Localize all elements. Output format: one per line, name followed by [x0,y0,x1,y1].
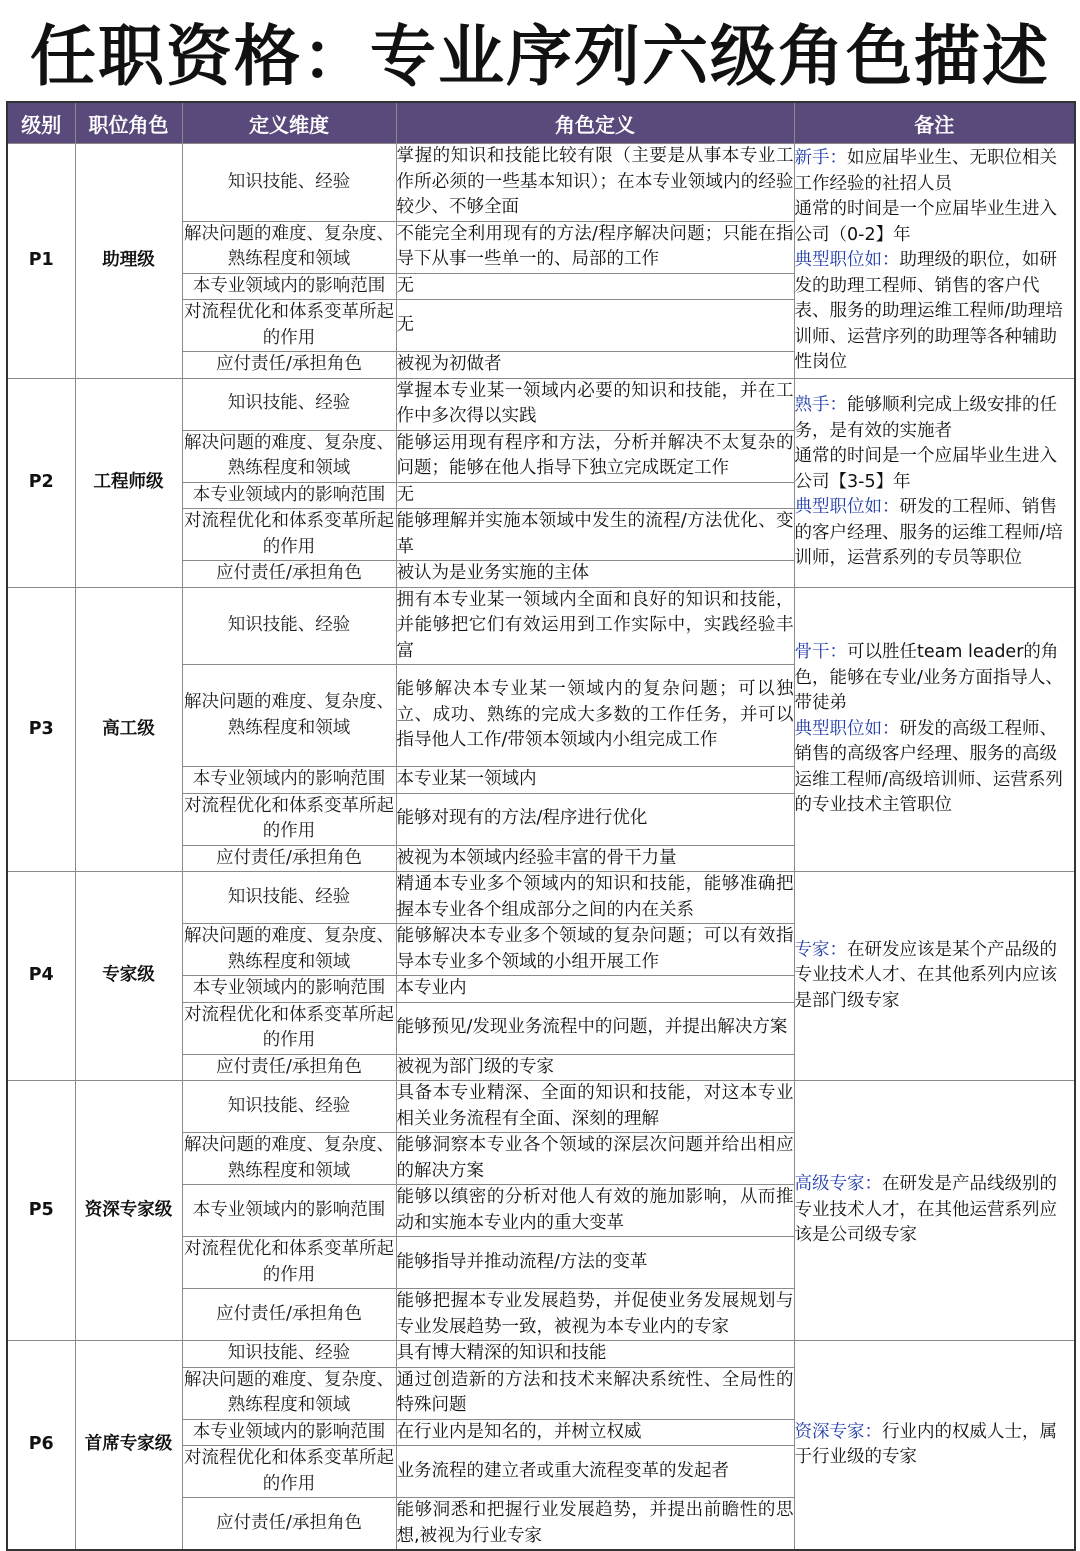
dimension-cell: 解决问题的难度、复杂度、熟练程度和领域 [182,924,396,976]
note-text: 在研发是产品线级别的专业技术人才，在其他运营系列应该是公司级专家 [794,1174,1057,1246]
dimension-cell: 本专业领域内的影响范围 [182,976,396,1003]
note-label: 典型职位如： [794,497,900,518]
dimension-cell: 知识技能、经验 [182,872,396,924]
definition-cell: 掌握本专业某一领域内必要的知识和技能，并在工作中多次得以实践 [396,378,794,430]
definition-cell: 精通本专业多个领域内的知识和技能，能够准确把握本专业各个组成部分之间的内在关系 [396,872,794,924]
level-cell: P1 [7,144,75,379]
definition-cell: 能够把握本专业发展趋势，并促使业务发展规划与专业发展趋势一致，被视为本专业内的专家 [396,1289,794,1341]
note-text: 通常的时间是一个应届毕业生进入公司（0-2】年 [794,199,1057,245]
note-cell [794,1341,1075,1551]
note-text: 行业内的权威人士，属于行业级的专家 [794,1421,1057,1467]
table-row [7,1081,1075,1133]
dimension-cell: 本专业领域内的影响范围 [182,1419,396,1446]
definition-cell: 在行业内是知名的，并树立权威 [396,1419,794,1446]
role-cell: 首席专家级 [75,1341,182,1551]
definition-cell: 能够洞察本专业各个领域的深层次问题并给出相应的解决方案 [396,1133,794,1185]
note-text: 通常的时间是一个应届毕业生进入公司【3-5】年 [794,446,1057,492]
definition-cell: 具有博大精深的知识和技能 [396,1341,794,1368]
dimension-cell: 应付责任/承担角色 [182,1289,396,1341]
role-table [6,101,1076,1551]
note-paragraph [795,938,1075,1015]
role-cell: 高工级 [75,587,182,872]
dimension-cell: 应付责任/承担角色 [182,352,396,379]
definition-cell: 无 [396,273,794,300]
dimension-cell: 对流程优化和体系变革所起的作用 [182,793,396,845]
note-paragraph [795,444,1075,495]
dimension-cell: 对流程优化和体系变革所起的作用 [182,1002,396,1054]
header-definition: 角色定义 [396,102,794,144]
note-paragraph [795,393,1075,444]
level-cell: P5 [7,1081,75,1341]
note-label: 典型职位如： [794,250,900,270]
note-label: 新手： [794,148,847,168]
definition-cell: 被认为是业务实施的主体 [396,561,794,588]
note-cell [794,872,1075,1081]
role-cell: 资深专家级 [75,1081,182,1341]
dimension-cell: 应付责任/承担角色 [182,845,396,872]
level-cell: P3 [7,587,75,872]
dimension-cell: 解决问题的难度、复杂度、熟练程度和领域 [182,221,396,273]
dimension-cell: 对流程优化和体系变革所起的作用 [182,509,396,561]
definition-cell: 被视为部门级的专家 [396,1054,794,1081]
dimension-cell: 应付责任/承担角色 [182,1498,396,1551]
note-label: 资深专家： [794,1421,882,1442]
definition-cell: 不能完全利用现有的方法/程序解决问题；只能在指导下从事一些单一的、局部的工作 [396,221,794,273]
role-cell: 工程师级 [75,378,182,587]
dimension-cell: 解决问题的难度、复杂度、熟练程度和领域 [182,1133,396,1185]
note-paragraph [795,640,1075,717]
note-text: 可以胜任team leader的角色，能够在专业/业务方面指导人、带徒弟 [794,642,1063,713]
note-paragraph [795,495,1075,572]
note-cell [794,378,1075,587]
definition-cell: 能够解决本专业某一领域内的复杂问题；可以独立、成功、熟练的完成大多数的工作任务，并可以指导他人工作/带领本领域内小组完成工作 [396,665,794,767]
definition-cell: 具备本专业精深、全面的知识和技能，对这本专业相关业务流程有全面、深刻的理解 [396,1081,794,1133]
definition-cell: 掌握的知识和技能比较有限（主要是从事本专业工作所必须的一些基本知识）；在本专业领域内的经验较少、不够全面 [396,144,794,222]
definition-cell: 拥有本专业某一领域内全面和良好的知识和技能，并能够把它们有效运用到工作实际中，实践经验丰富 [396,587,794,665]
note-label: 典型职位如： [794,718,900,739]
table-row [7,872,1075,924]
definition-cell: 能够运用现有程序和方法，分析并解决不太复杂的问题；能够在他人指导下独立完成既定工作 [396,430,794,482]
role-cell: 专家级 [75,872,182,1081]
note-cell [794,1081,1075,1341]
header-level: 级别 [7,102,75,144]
level-cell: P6 [7,1341,75,1551]
table-header-row [7,102,1075,144]
level-cell: P4 [7,872,75,1081]
note-label: 骨干： [794,642,847,662]
definition-cell: 无 [396,482,794,509]
dimension-cell: 解决问题的难度、复杂度、熟练程度和领域 [182,1367,396,1419]
definition-cell: 被视为初做者 [396,352,794,379]
note-label: 熟手： [794,395,847,416]
note-cell [794,144,1075,379]
header-note: 备注 [794,102,1075,144]
dimension-cell: 知识技能、经验 [182,587,396,665]
note-label: 高级专家： [794,1174,882,1195]
note-label: 专家： [794,939,847,960]
dimension-cell: 应付责任/承担角色 [182,561,396,588]
note-paragraph [795,146,1075,197]
dimension-cell: 对流程优化和体系变革所起的作用 [182,1237,396,1289]
note-text: 如应届毕业生、无职位相关工作经验的社招人员 [794,148,1057,194]
definition-cell: 能够对现有的方法/程序进行优化 [396,793,794,845]
definition-cell: 无 [396,300,794,352]
definition-cell: 通过创造新的方法和技术来解决系统性、全局性的特殊问题 [396,1367,794,1419]
table-row [7,144,1075,222]
dimension-cell: 知识技能、经验 [182,144,396,222]
dimension-cell: 对流程优化和体系变革所起的作用 [182,300,396,352]
definition-cell: 业务流程的建立者或重大流程变革的发起者 [396,1446,794,1498]
note-paragraph [795,197,1075,248]
note-text: 助理级的职位，如研发的助理工程师、销售的客户代表、服务的助理运维工程师/助理培训师、运营序列的助理等各种辅助性岗位 [794,250,1063,372]
note-paragraph [795,717,1075,819]
header-dimension: 定义维度 [182,102,396,144]
note-cell [794,587,1075,872]
dimension-cell: 应付责任/承担角色 [182,1054,396,1081]
dimension-cell: 知识技能、经验 [182,1081,396,1133]
header-role: 职位角色 [75,102,182,144]
level-cell: P2 [7,378,75,587]
definition-cell: 能够预见/发现业务流程中的问题，并提出解决方案 [396,1002,794,1054]
note-paragraph [795,1420,1075,1471]
definition-cell: 能够洞悉和把握行业发展趋势，并提出前瞻性的思想,被视为行业专家 [396,1498,794,1551]
definition-cell: 能够指导并推动流程/方法的变革 [396,1237,794,1289]
dimension-cell: 本专业领域内的影响范围 [182,767,396,794]
definition-cell: 被视为本领域内经验丰富的骨干力量 [396,845,794,872]
dimension-cell: 对流程优化和体系变革所起的作用 [182,1446,396,1498]
table-row [7,587,1075,665]
definition-cell: 本专业某一领域内 [396,767,794,794]
table-row [7,378,1075,430]
definition-cell: 能够解决本专业多个领域的复杂问题；可以有效指导本专业多个领域的小组开展工作 [396,924,794,976]
definition-cell: 能够理解并实施本领域中发生的流程/方法优化、变革 [396,509,794,561]
page-title: 任职资格：专业序列六级角色描述 [30,17,1050,95]
definition-cell: 能够以缜密的分析对他人有效的施加影响，从而推动和实施本专业内的重大变革 [396,1185,794,1237]
note-text: 研发的高级工程师、销售的高级客户经理、服务的高级运维工程师/高级培训师、运营系列的专业技术主管职位 [794,718,1063,815]
table-row [7,1341,1075,1368]
definition-cell: 本专业内 [396,976,794,1003]
note-text: 研发的工程师、销售的客户经理、服务的运维工程师/培训师，运营系列的专员等职位 [794,497,1063,569]
dimension-cell: 知识技能、经验 [182,378,396,430]
dimension-cell: 知识技能、经验 [182,1341,396,1368]
dimension-cell: 本专业领域内的影响范围 [182,1185,396,1237]
dimension-cell: 解决问题的难度、复杂度、熟练程度和领域 [182,665,396,767]
note-paragraph [795,1172,1075,1249]
dimension-cell: 本专业领域内的影响范围 [182,273,396,300]
role-cell: 助理级 [75,144,182,379]
dimension-cell: 解决问题的难度、复杂度、熟练程度和领域 [182,430,396,482]
note-paragraph [795,248,1075,376]
note-text: 能够顺利完成上级安排的任务，是有效的实施者 [794,395,1057,441]
note-text: 在研发应该是某个产品级的专业技术人才、在其他系列内应该是部门级专家 [794,939,1057,1011]
dimension-cell: 本专业领域内的影响范围 [182,482,396,509]
